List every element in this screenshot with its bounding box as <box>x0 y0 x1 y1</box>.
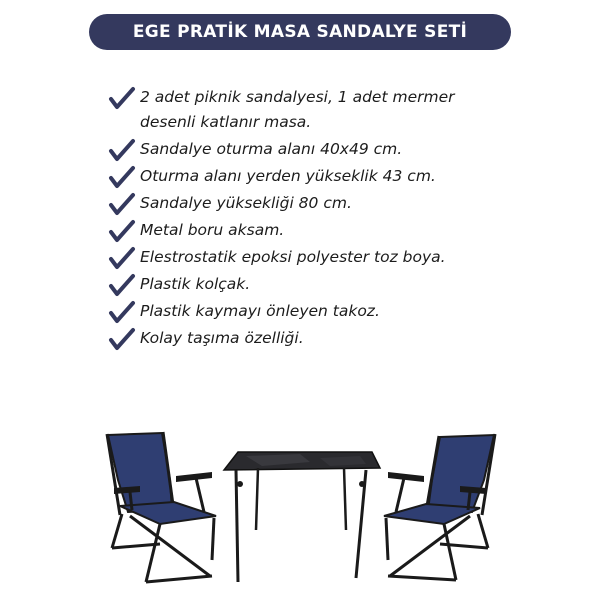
feature-text: Plastik kolçak. <box>140 275 251 293</box>
checkmark-icon <box>108 165 136 191</box>
list-item <box>108 86 578 112</box>
checkmark-icon <box>108 246 136 272</box>
feature-text: Metal boru aksam. <box>140 221 285 239</box>
feature-text: Elestrostatik epoksi polyester toz boya. <box>140 248 446 266</box>
product-illustration <box>0 420 600 600</box>
list-item <box>108 273 578 299</box>
folding-table <box>224 452 380 582</box>
feature-text-continued: desenli katlanır masa. <box>140 113 312 131</box>
list-item <box>108 300 578 326</box>
list-item <box>108 246 578 272</box>
list-item <box>108 165 578 191</box>
list-item <box>108 138 578 164</box>
page-title: EGE PRATİK MASA SANDALYE SETİ <box>132 22 468 42</box>
feature-text: Oturma alanı yerden yükseklik 43 cm. <box>140 167 436 185</box>
checkmark-icon <box>108 300 136 326</box>
checkmark-icon <box>108 219 136 245</box>
checkmark-icon <box>108 192 136 218</box>
feature-text: 2 adet piknik sandalyesi, 1 adet mermer <box>140 88 455 106</box>
checkmark-icon <box>108 138 136 164</box>
checkmark-icon <box>108 327 136 353</box>
checkmark-icon <box>108 273 136 299</box>
right-chair <box>384 434 495 580</box>
list-item <box>108 219 578 245</box>
list-item <box>108 192 578 218</box>
left-chair <box>107 432 216 582</box>
feature-text: Kolay taşıma özelliği. <box>140 329 304 347</box>
list-item <box>108 327 578 353</box>
feature-text: Sandalye yüksekliği 80 cm. <box>140 194 352 212</box>
feature-text: Sandalye oturma alanı 40x49 cm. <box>140 140 403 158</box>
feature-text: Plastik kaymayı önleyen takoz. <box>140 302 380 320</box>
checkmark-icon <box>108 86 136 112</box>
